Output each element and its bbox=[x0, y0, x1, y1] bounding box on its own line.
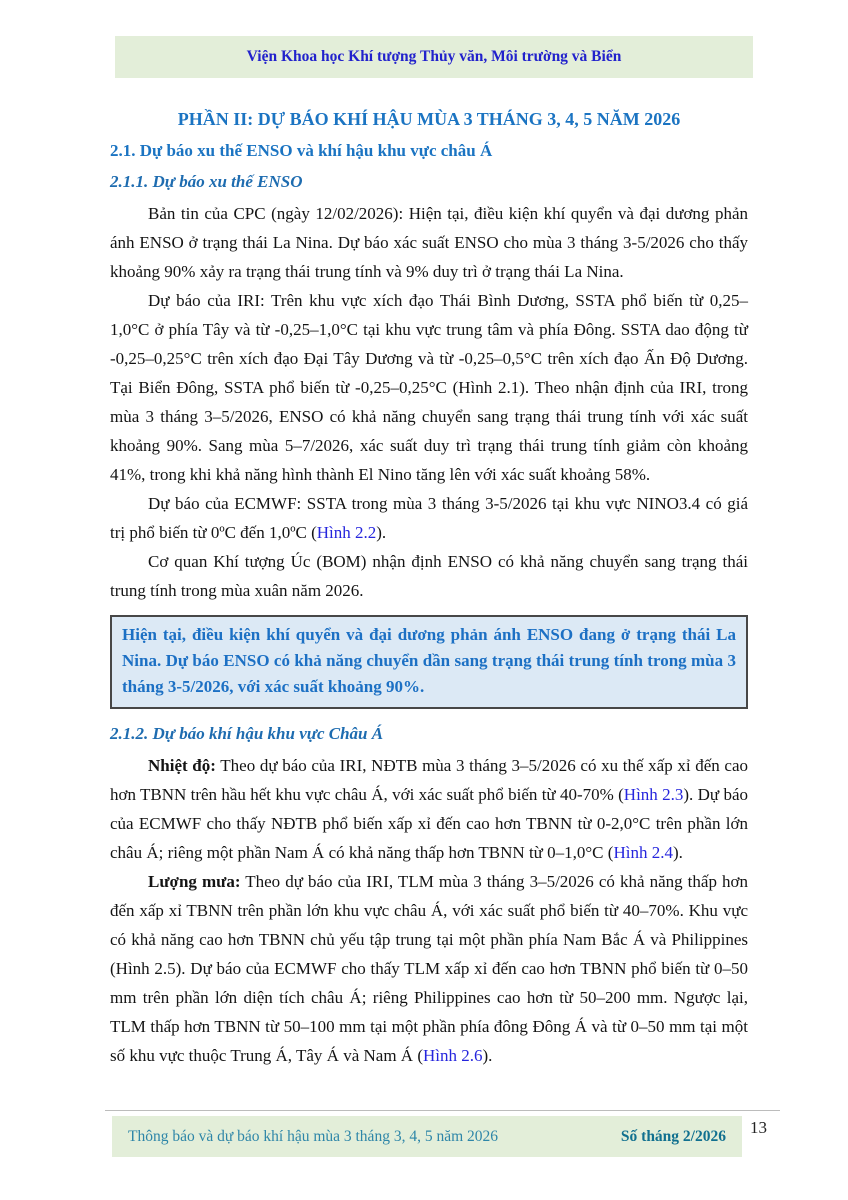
paragraph-rainfall-forecast bbox=[110, 867, 748, 1070]
text-run: Bản tin của CPC (ngày 12/02/2026): Hiện tại, điều kiện khí quyển và đại dương phản ánh ENSO ở trạng thái La Nina. Dự báo xác suất ENSO cho mùa 3 tháng 3-5/2026 cho thấy khoảng 90% xảy ra trạng thái trung tính và 9% duy trì ở trạng thái La Nina. bbox=[110, 204, 748, 281]
section-heading-2-1-1: 2.1.1. Dự báo xu thế ENSO bbox=[110, 172, 303, 191]
paragraph-bom-assessment bbox=[110, 547, 748, 605]
footer-issue-number: Số tháng 2/2026 bbox=[620, 1127, 726, 1145]
text-run: ). Dự báo của ECMWF cho thấy NĐTB phổ biến xấp xỉ đến cao hơn TBNN từ 0-2,0°C trên phần lớn châu Á; riêng một phần Nam Á có khả năng thấp hơn TBNN từ 0–1,0°C ( bbox=[110, 785, 749, 862]
paragraph-temperature-forecast bbox=[110, 751, 748, 867]
section-heading-2-1: 2.1. Dự báo xu thế ENSO và khí hậu khu vực châu Á bbox=[110, 141, 493, 160]
page-number: 13 bbox=[750, 1118, 767, 1137]
enso-summary-text: Hiện tại, điều kiện khí quyển và đại dương phản ánh ENSO đang ở trạng thái La Nina. Dự báo ENSO có khả năng chuyển dần sang trạng thái trung tính trong mùa 3 tháng 3-5/2026, với xác suất khoảng 90%. bbox=[122, 625, 736, 696]
text-run: Lượng mưa: bbox=[148, 872, 241, 891]
page-header-band bbox=[115, 36, 753, 78]
text-run: Cơ quan Khí tượng Úc (BOM) nhận định ENSO có khả năng chuyển sang trạng thái trung tính trong mùa xuân năm 2026. bbox=[110, 552, 748, 600]
figure-link-hinh-2-2[interactable]: Hình 2.2 bbox=[316, 523, 377, 542]
paragraph-iri-forecast bbox=[110, 286, 748, 489]
paragraph-ecmwf-forecast bbox=[110, 489, 748, 547]
document-body bbox=[110, 106, 748, 1070]
figure-link-hinh-2-4[interactable]: Hình 2.4 bbox=[613, 843, 673, 862]
text-run: Dự báo của ECMWF: SSTA trong mùa 3 tháng 3-5/2026 tại khu vực NINO3.4 có giá trị phổ biến từ 0ºC đến 1,0ºC ( bbox=[110, 494, 748, 542]
page-footer-band bbox=[112, 1116, 742, 1157]
paragraph-cpc-bulletin bbox=[110, 199, 748, 286]
footer-separator-line bbox=[105, 1110, 780, 1111]
figure-link-hinh-2-6[interactable]: Hình 2.6 bbox=[423, 1046, 483, 1065]
figure-link-hinh-2-3[interactable]: Hình 2.3 bbox=[623, 785, 684, 804]
text-run: ). bbox=[376, 523, 387, 542]
text-run: ). bbox=[482, 1046, 493, 1065]
text-run: Theo dự báo của IRI, TLM mùa 3 tháng 3–5/2026 có khả năng thấp hơn đến xấp xỉ TBNN trên phần lớn khu vực châu Á, với xác suất phổ biến từ 40–70%. Khu vực có khả năng cao hơn TBNN chủ yếu tập trung tại một phần phía Nam Bắc Á và Philippines (Hình 2.5). Dự báo của ECMWF cho thấy TLM xấp xỉ đến cao hơn TBNN phổ biến từ 0–50 mm trên phần lớn diện tích châu Á; riêng Philippines cao hơn từ 50–200 mm. Ngược lại, TLM thấp hơn TBNN từ 50–100 mm tại một phần phía đông Đông Á và từ 0–50 mm tại một số khu vực thuộc Trung Á, Tây Á và Nam Á ( bbox=[110, 872, 748, 1065]
footer-report-title: Thông báo và dự báo khí hậu mùa 3 tháng 3, 4, 5 năm 2026 bbox=[128, 1127, 499, 1145]
text-run: Theo dự báo của IRI, NĐTB mùa 3 tháng 3–5/2026 có xu thế xấp xỉ đến cao hơn TBNN trên hầu hết khu vực châu Á, với xác suất phổ biến từ 40-70% ( bbox=[110, 756, 748, 804]
institution-name: Viện Khoa học Khí tượng Thủy văn, Môi trường và Biển bbox=[246, 48, 622, 65]
text-run: ). bbox=[672, 843, 683, 862]
page-title: PHẦN II: DỰ BÁO KHÍ HẬU MÙA 3 THÁNG 3, 4, 5 NĂM 2026 bbox=[177, 109, 681, 129]
text-run: Nhiệt độ: bbox=[148, 756, 216, 775]
text-run: Dự báo của IRI: Trên khu vực xích đạo Thái Bình Dương, SSTA phổ biến từ 0,25–1,0°C ở phía Tây và từ -0,25–1,0°C tại khu vực trung tâm và phía Đông. SSTA dao động từ -0,25–0,25°C trên xích đạo Đại Tây Dương và từ -0,25–0,5°C trên xích đạo Ấn Độ Dương. Tại Biển Đông, SSTA phổ biến từ -0,25–0,25°C (Hình 2.1). Theo nhận định của IRI, trong mùa 3 tháng 3–5/2026, ENSO có khả năng chuyển sang trạng thái trung tính với xác suất khoảng 90%. Sang mùa 5–7/2026, xác suất duy trì trạng thái trung tính giảm còn khoảng 41%, trong khi khả năng hình thành El Nino tăng lên với xác suất khoảng 58%. bbox=[110, 291, 748, 484]
section-heading-2-1-2: 2.1.2. Dự báo khí hậu khu vực Châu Á bbox=[110, 724, 384, 743]
enso-summary-box bbox=[110, 615, 748, 709]
